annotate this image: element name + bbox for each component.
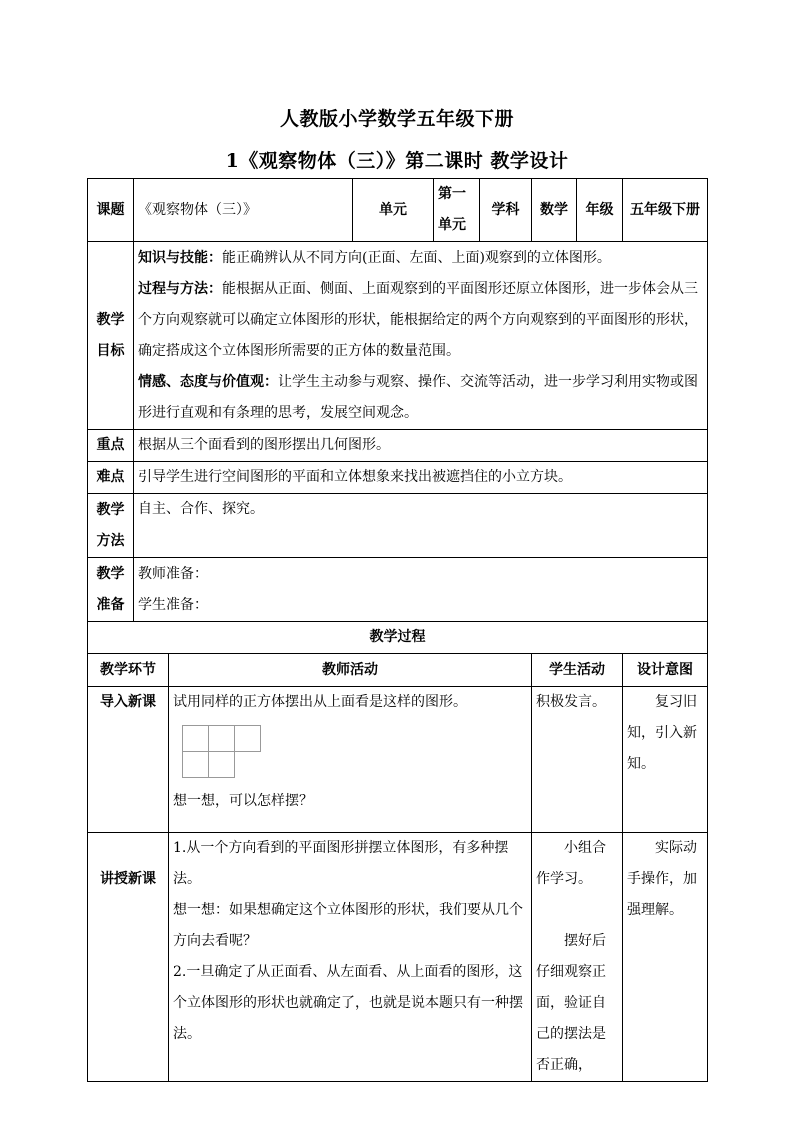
- intro-teacher-line1: 试用同样的正方体摆出从上面看是这样的图形。: [173, 694, 467, 710]
- student-preparation: 学生准备：: [138, 596, 208, 613]
- goal-attitude: [138, 367, 703, 429]
- intro-teacher-line2: 想一想，可以怎样摆？: [173, 793, 313, 809]
- top-view-grid-figure: [183, 726, 527, 778]
- lecture-design-intent: 实际动手操作，加强理解。: [623, 833, 708, 1082]
- document-title: 人教版小学数学五年级下册: [279, 108, 514, 130]
- preparation-content: [134, 558, 708, 622]
- grade-value: 五年级下册: [623, 179, 708, 242]
- lecture-teacher-p1: 1.从一个方向看到的平面图形拼摆立体图形，有多种摆法。: [173, 840, 509, 887]
- intro-design-intent: 复习旧知，引入新知。: [623, 687, 708, 833]
- lesson-plan-table: [87, 178, 708, 1082]
- key-point-label: 重点: [88, 430, 134, 462]
- method-label: [88, 494, 134, 558]
- lecture-teacher-p3: 2.一旦确定了从正面看、从左面看、从上面看的图形，这个立体图形的形状也就确定了，也就是说本题只有一种摆法。: [173, 964, 523, 1042]
- method-text: 自主、合作、探究。: [134, 494, 708, 558]
- topic-value: 《观察物体（三）》: [134, 179, 353, 242]
- process-header-row: [88, 654, 708, 687]
- grid-cell: [182, 725, 209, 752]
- goal-process: [138, 274, 703, 367]
- subject-value: 数学: [532, 179, 577, 242]
- goal-process-text: 能根据从正面、侧面、上面观察到的平面图形还原立体图形，进一步体会从三个方向观察就可以确定立体图形的形状，能根据给定的两个方向观察到的平面图形的形状，确定搭成这个立体图形所需要的正方体的数量范围。: [138, 280, 698, 359]
- method-label-line2: 方法: [96, 532, 125, 549]
- goals-label-line1: 教学: [96, 311, 125, 328]
- difficulty-text: 引导学生进行空间图形的平面和立体想象来找出被遮挡住的小立方块。: [134, 462, 708, 494]
- grade-label: 年级: [577, 179, 623, 242]
- goal-attitude-text: 让学生主动参与观察、操作、交流等活动，进一步学习利用实物或图形进行直观和有条理的思考，发展空间观念。: [138, 373, 698, 421]
- process-title-row: [88, 622, 708, 654]
- method-row: [88, 494, 708, 558]
- preparation-label-line1: 教学: [96, 565, 125, 582]
- document-subtitle: 1《观察物体（三）》第二课时 教学设计: [225, 150, 569, 172]
- lecture-row: [88, 833, 708, 1082]
- header-design-intent: 设计意图: [623, 654, 708, 687]
- goals-label: [88, 242, 134, 430]
- lecture-student-p2: 摆好后仔细观察正面，验证自己的摆法是否正确，: [536, 933, 607, 1073]
- unit-value-text: 第一单元: [438, 186, 467, 233]
- goals-content: [134, 242, 708, 430]
- goal-knowledge-heading: 知识与技能：: [138, 249, 222, 266]
- goal-knowledge-text: 能正确辨认从不同方向(正面、左面、上面)观察到的立体图形。: [222, 249, 611, 266]
- header-stage: 教学环节: [88, 654, 169, 687]
- preparation-row: [88, 558, 708, 622]
- difficulty-label: 难点: [88, 462, 134, 494]
- goal-attitude-heading: 情感、态度与价值观：: [138, 373, 278, 390]
- intro-student-activity: 积极发言。: [532, 687, 623, 833]
- key-point-row: [88, 430, 708, 462]
- preparation-label: [88, 558, 134, 622]
- grid-cell: [208, 725, 235, 752]
- intro-teacher-activity: [169, 687, 532, 833]
- key-point-text: 根据从三个面看到的图形摆出几何图形。: [134, 430, 708, 462]
- goal-knowledge: [138, 243, 703, 274]
- lecture-student-p1: 小组合作学习。: [536, 840, 607, 887]
- goal-process-heading: 过程与方法：: [138, 280, 222, 297]
- grid-cell: [208, 751, 235, 778]
- teacher-preparation: 教师准备：: [138, 565, 208, 582]
- goals-label-line2: 目标: [96, 342, 125, 359]
- grid-cell: [182, 751, 209, 778]
- topic-label: 课题: [88, 179, 134, 242]
- intro-row: [88, 687, 708, 833]
- lecture-teacher-activity: [169, 833, 532, 1082]
- grid-cell: [234, 725, 261, 752]
- unit-label: 单元: [353, 179, 434, 242]
- lecture-stage: 讲授新课: [88, 833, 169, 1082]
- process-title: 教学过程: [88, 622, 708, 654]
- difficulty-row: [88, 462, 708, 494]
- subject-label: 学科: [480, 179, 532, 242]
- method-label-line1: 教学: [96, 501, 125, 518]
- intro-stage: 导入新课: [88, 687, 169, 833]
- lecture-student-activity: [532, 833, 623, 1082]
- header-student-activity: 学生活动: [532, 654, 623, 687]
- lecture-teacher-p2: 想一想：如果想确定这个立体图形的形状，我们要从几个方向去看呢？: [173, 902, 523, 949]
- preparation-label-line2: 准备: [96, 596, 125, 613]
- header-teacher-activity: 教师活动: [169, 654, 532, 687]
- unit-value: [434, 179, 480, 242]
- goals-row: [88, 242, 708, 430]
- info-row: [88, 179, 708, 242]
